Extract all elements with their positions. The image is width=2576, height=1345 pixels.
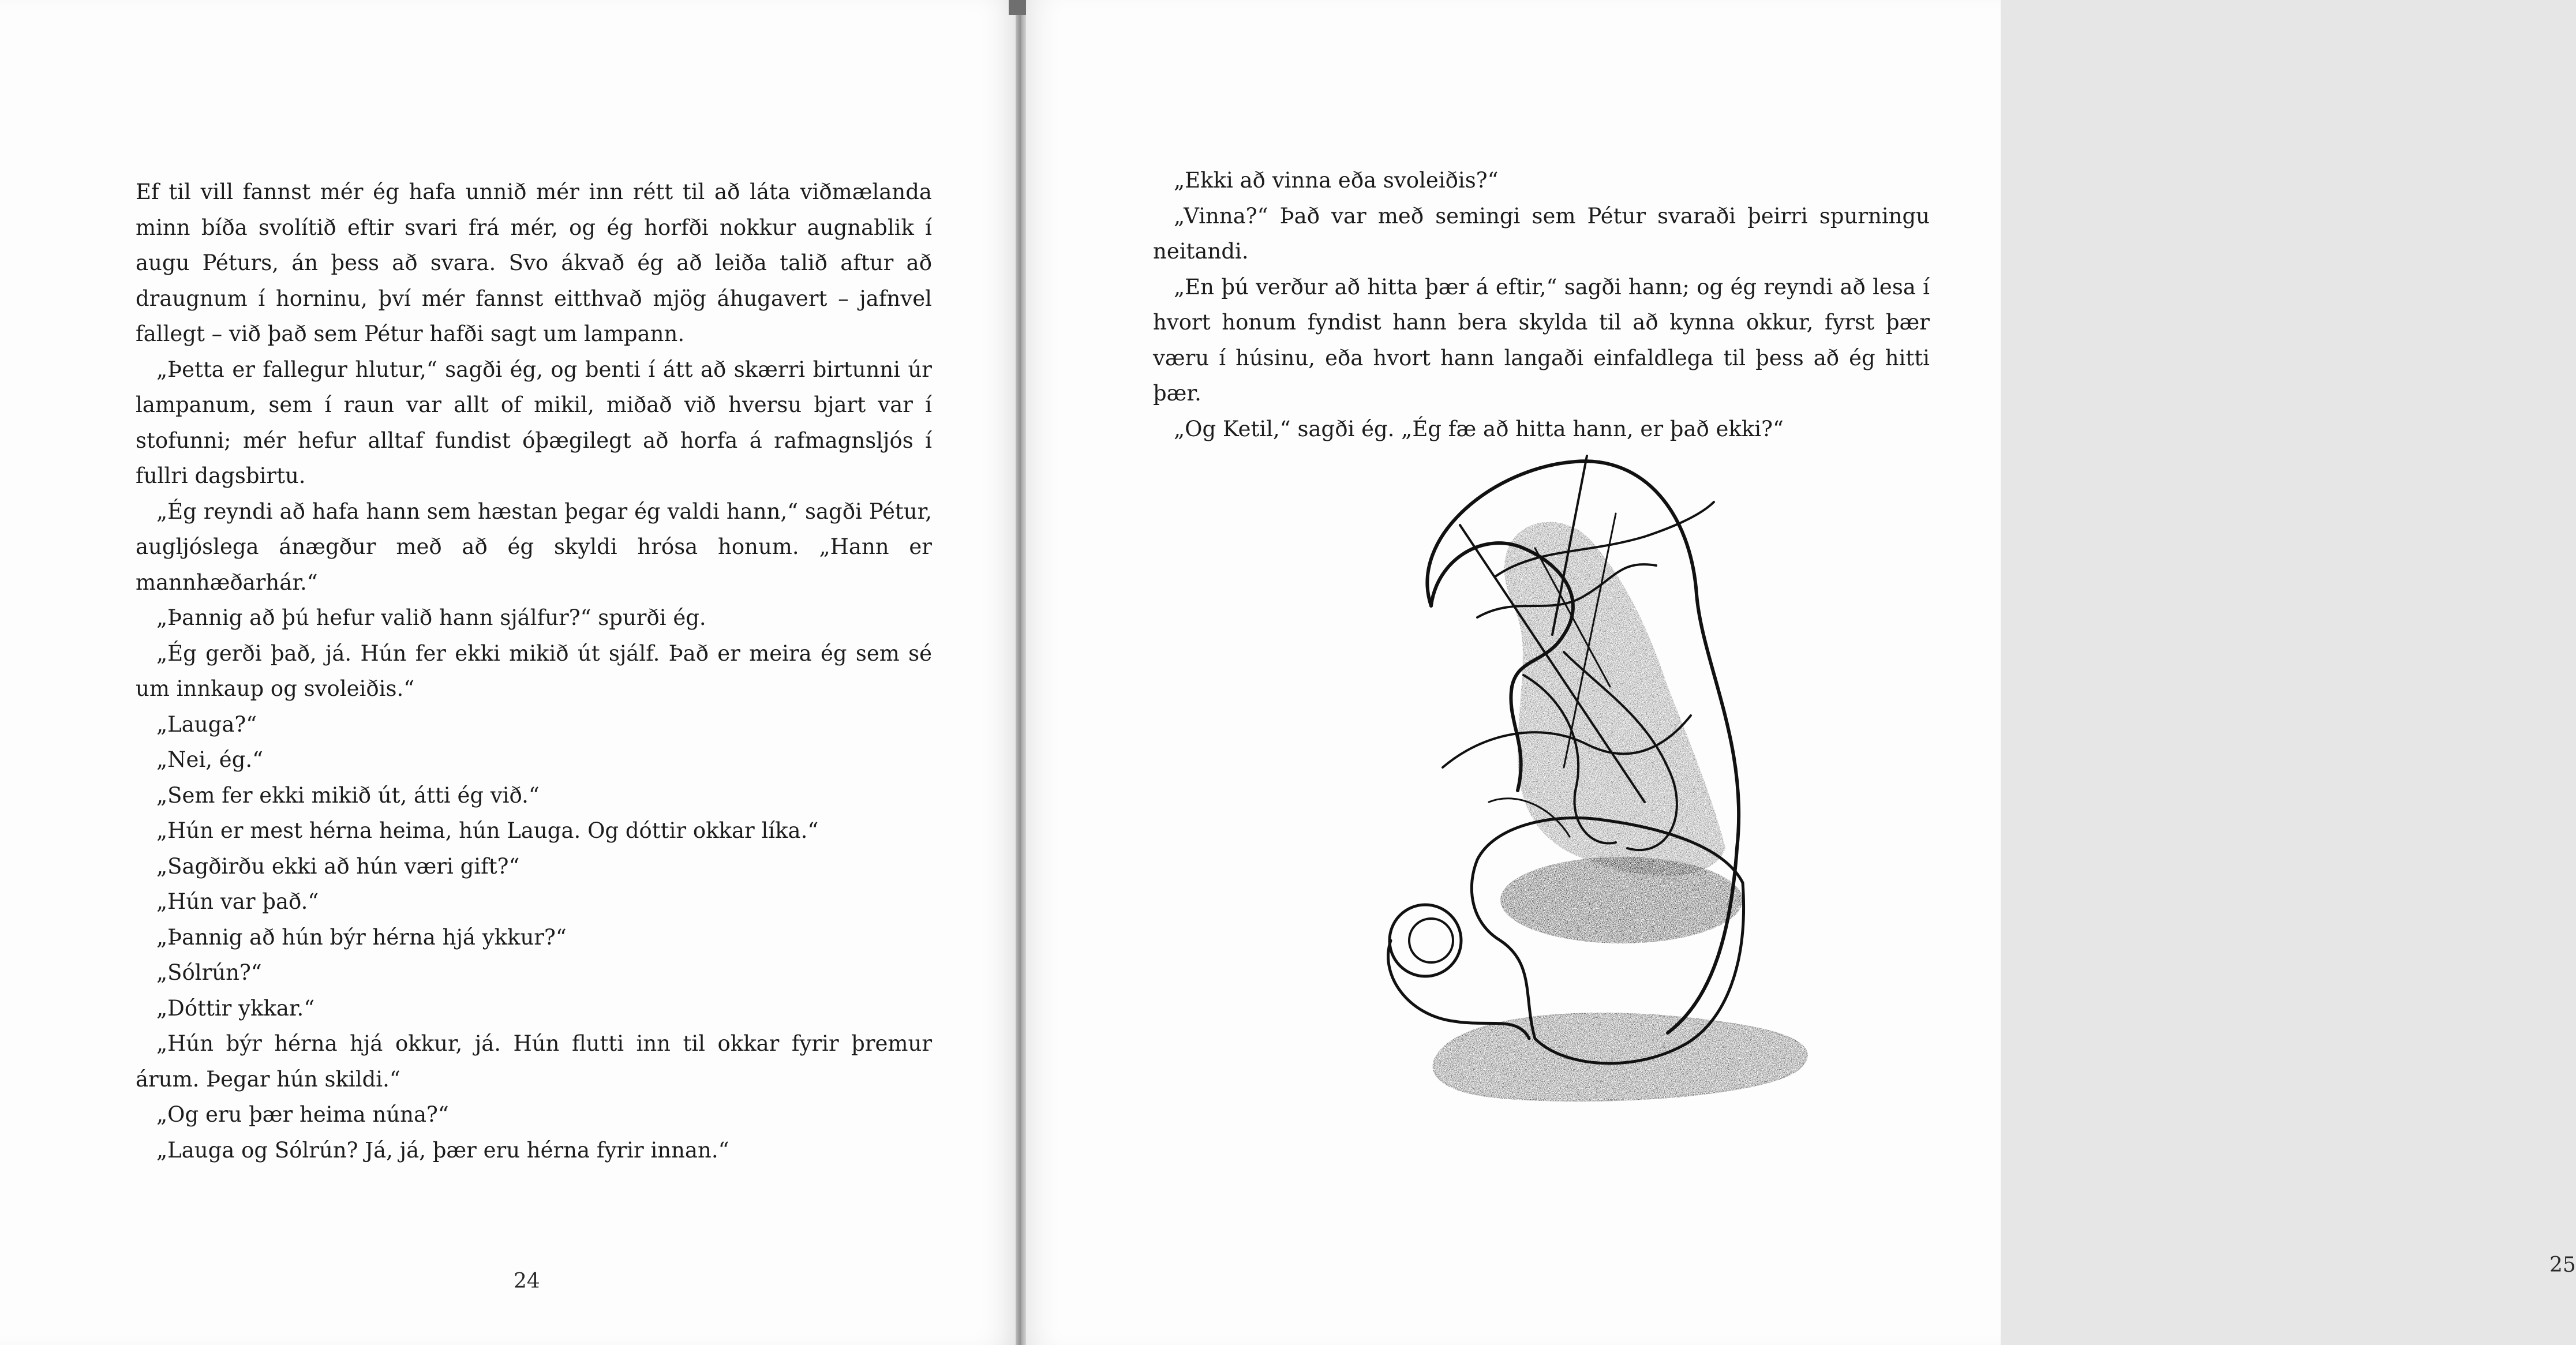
paragraph: „Sem fer ekki mikið út, átti ég við.“ <box>156 782 540 808</box>
left-page-text <box>136 174 932 1168</box>
shadow-base <box>1433 1014 1807 1101</box>
paragraph: „Hún býr hérna hjá okkur, já. Hún flutti inn til okkar fyrir þremur árum. Þegar hún skildi.“ <box>136 1031 932 1092</box>
book-gutter <box>1016 0 1026 1345</box>
paragraph: „Ég gerði það, já. Hún fer ekki mikið út sjálf. Það er meira ég sem sé um innkaup og svoleiðis.“ <box>136 640 932 701</box>
paragraph: „Nei, ég.“ <box>156 747 264 772</box>
paragraph: „Hún var það.“ <box>156 889 319 914</box>
paragraph: „Og eru þær heima núna?“ <box>156 1102 449 1127</box>
paragraph: „Þannig að þú hefur valið hann sjálfur?“ spurði ég. <box>156 605 706 630</box>
paragraph: „Sólrún?“ <box>156 960 262 985</box>
paragraph: „Ég reyndi að hafa hann sem hæstan þegar ég valdi hann,“ sagði Pétur, augljóslega ánægður með að ég skyldi hrósa honum. „Hann er mannhæðarhár.“ <box>136 499 932 595</box>
paragraph: „Sagðirðu ekki að hún væri gift?“ <box>156 853 520 879</box>
handle-circle <box>1390 905 1461 976</box>
left-page <box>0 0 1016 1345</box>
paragraph: „Þannig að hún býr hérna hjá ykkur?“ <box>156 924 567 950</box>
paragraph: „Dóttir ykkar.“ <box>156 995 315 1021</box>
crayon-drawing-illustration <box>1345 444 1841 1137</box>
paragraph: „En þú verður að hitta þær á eftir,“ sagði hann; og ég reyndi að lesa í hvort honum fyndist hann bera skylda til að kynna okkur, fyrst þær væru í húsinu, eða hvort hann langaði einfaldlega til þess að ég hitti þær. <box>1153 274 1930 406</box>
right-page-text <box>1153 163 1930 447</box>
paragraph: „Hún er mest hérna heima, hún Lauga. Og dóttir okkar líka.“ <box>156 818 819 843</box>
paragraph: „Vinna?“ Það var með semingi sem Pétur svaraði þeirri spurningu neitandi. <box>1153 203 1930 264</box>
paragraph: „Og Ketil,“ sagði ég. „Ég fæ að hitta hann, er það ekki?“ <box>1174 416 1784 441</box>
paragraph: „Þetta er fallegur hlutur,“ sagði ég, og benti í átt að skærri birtunni úr lampanum, sem í raun var allt of mikil, miðað við hversu bjart var í stofunni; mér hefur alltaf fundist óþægilegt að horfa á rafmagnsljós í fullri dagsbirtu. <box>136 357 932 488</box>
page-number-right: 25 <box>2549 1253 2576 1277</box>
paragraph: „Ekki að vinna eða svoleiðis?“ <box>1174 168 1499 193</box>
handle-inner-circle <box>1409 919 1453 962</box>
page-number-left: 24 <box>514 1269 540 1293</box>
paragraph: „Lauga?“ <box>156 711 257 737</box>
paragraph: „Lauga og Sólrún? Já, já, þær eru hérna fyrir innan.“ <box>156 1137 729 1163</box>
dark-oval <box>1500 857 1743 943</box>
paragraph: Ef til vill fannst mér ég hafa unnið mér inn rétt til að láta viðmælanda minn bíða svolítið eftir svari frá mér, og ég horfði nokkur augnablik í augu Péturs, án þess að svara. Svo ákvað ég að leiða talið aftur að draugnum í horninu, því mér fannst eitthvað mjög áhugavert – jafnvel fallegt – við það sem Pétur hafði sagt um lampann. <box>136 179 932 346</box>
